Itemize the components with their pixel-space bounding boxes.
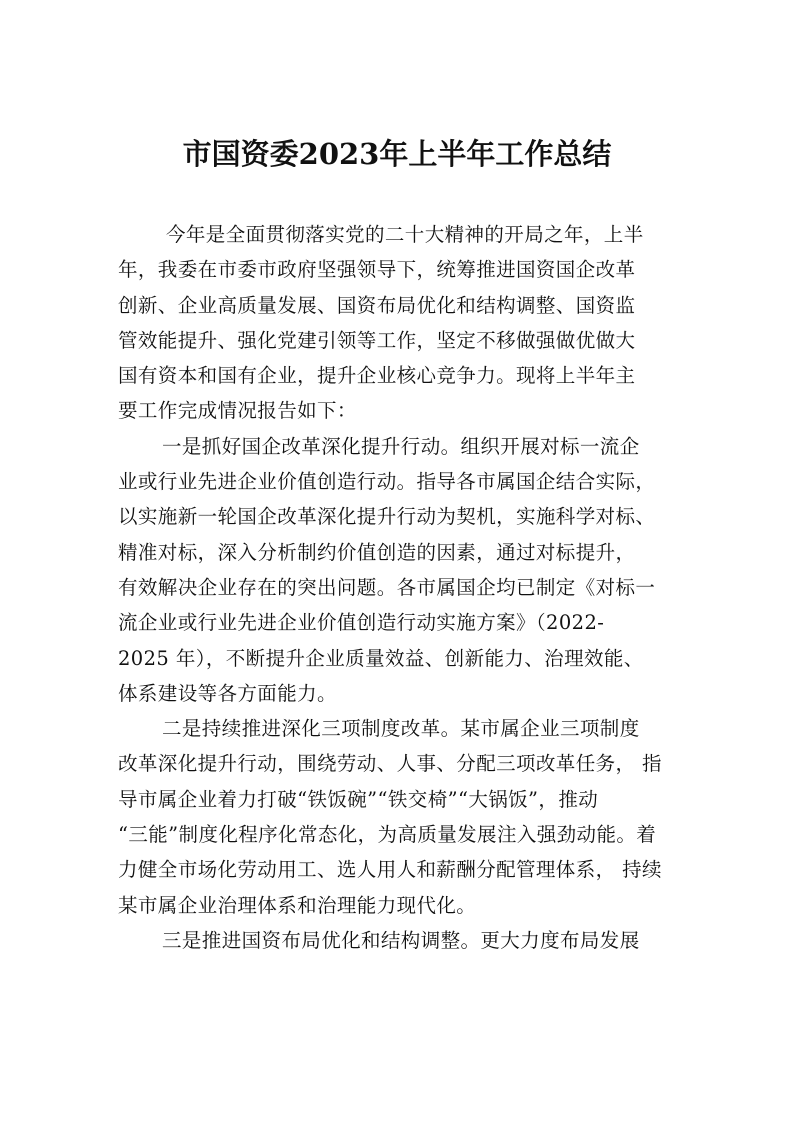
paragraph-line: 流企业或行业先进企业价值创造行动实施方案》（2022- [118,611,605,635]
paragraph-line: 力健全市场化劳动用工、选人用人和薪酬分配管理体系， 持续 [118,858,662,882]
paragraph-line: 年，我委在市委市政府坚强领导下，统筹推进国资国企改革 [118,258,636,282]
paragraph-line: 体系建设等各方面能力。 [118,681,337,705]
paragraph-line: 业或行业先进企业价值创造行动。指导各市属国企结合实际， [118,470,656,494]
paragraph-line: 管效能提升、强化党建引领等工作，坚定不移做强做优做大 [118,328,636,352]
paragraph-line: 今年是全面贯彻落实党的二十大精神的开局之年，上半 [166,223,644,246]
paragraph-line: 创新、企业高质量发展、国资布局优化和结构调整、国资监 [118,293,636,317]
paragraph-line: 要工作完成情况报告如下： [118,399,357,423]
paragraph-line: 以实施新一轮国企改革深化提升行动为契机，实施科学对标、 [118,505,656,529]
paragraph-line: 导市属企业着力打破“铁饭碗”“铁交椅”“大锅饭”，推动 [118,787,599,811]
document-title: 市国资委2023年上半年工作总结 [182,137,612,171]
paragraph-line: 一是抓好国企改革深化提升行动。组织开展对标一流企 [162,434,640,458]
paragraph-line: 有效解决企业存在的突出问题。各市属国企均已制定《对标一 [118,575,656,599]
paragraph-line: 三是推进国资布局优化和结构调整。更大力度布局发展 [162,928,640,952]
paragraph-line: “三能”制度化程序化常态化，为高质量发展注入强劲动能。着 [118,823,657,847]
paragraph-line: 二是持续推进深化三项制度改革。某市属企业三项制度 [162,717,640,741]
paragraph-line: 某市属企业治理体系和治理能力现代化。 [118,893,477,917]
paragraph-line: 精准对标，深入分析制约价值创造的因素，通过对标提升， [118,540,636,564]
paragraph-line: 改革深化提升行动，围绕劳动、人事、分配三项改革任务， 指 [118,752,662,776]
document-body [118,217,688,958]
paragraph-line: 2025 年），不断提升企业质量效益、创新能力、治理效能、 [118,646,644,670]
paragraph-line: 国有资本和国有企业，提升企业核心竞争力。现将上半年主 [118,364,636,388]
